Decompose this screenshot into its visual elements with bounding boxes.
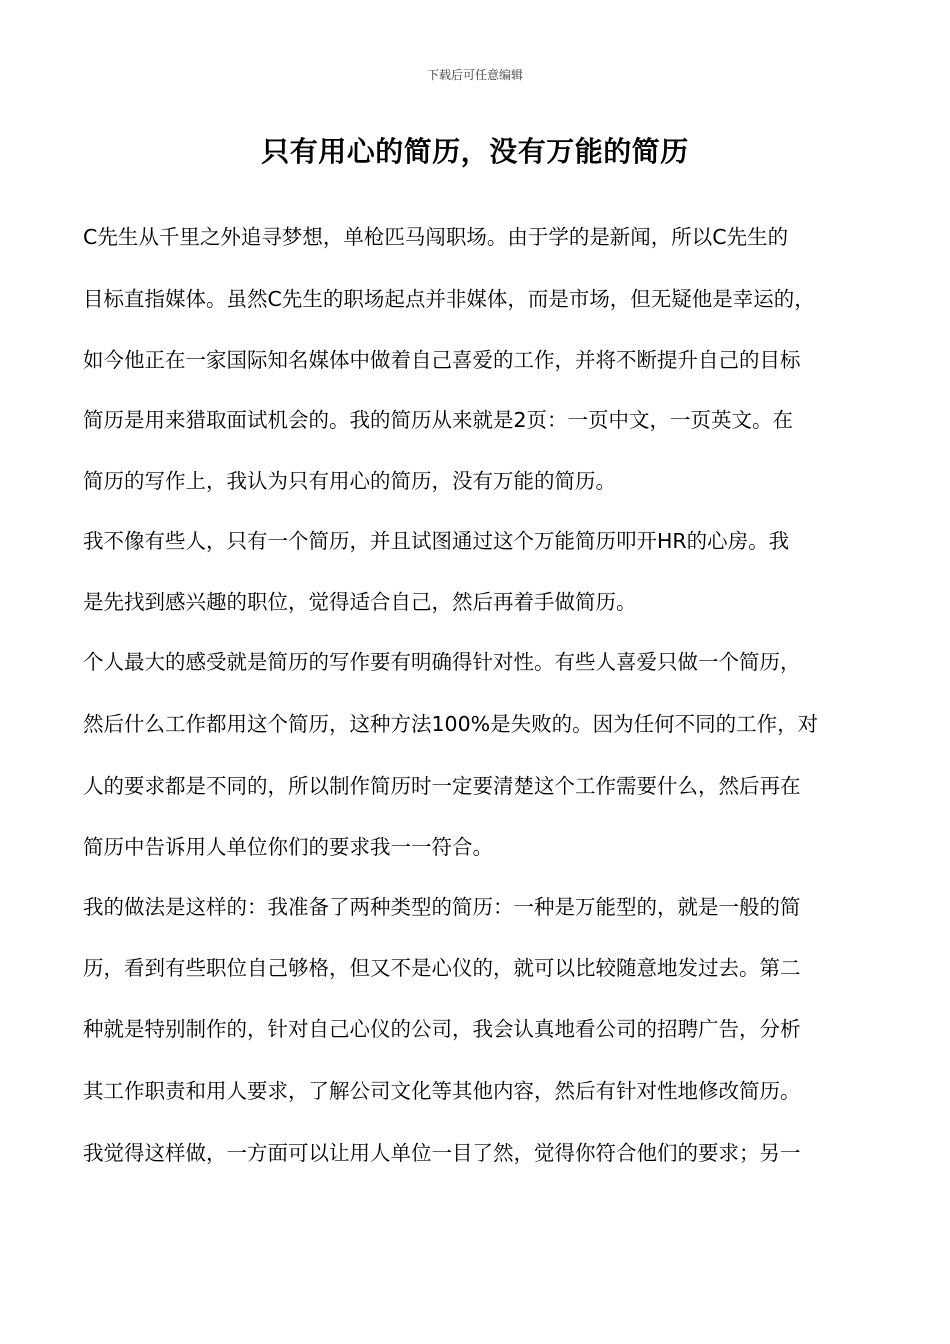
header-note: 下载后可任意编辑 [426,68,523,82]
body-line: 是先找到感兴趣的职位，觉得适合自己，然后再着手做简历。 [83,590,637,614]
body-line: 人的要求都是不同的，所以制作简历时一定要清楚这个工作需要什么，然后再在 [83,774,801,798]
body-line: 如今他正在一家国际知名媒体中做着自己喜爱的工作，并将不断提升自己的目标 [83,348,801,372]
document-title: 只有用心的简历，没有万能的简历 [261,135,689,168]
body-line: 我不像有些人，只有一个简历，并且试图通过这个万能简历叩开HR的心房。我 [83,529,790,553]
body-line: 个人最大的感受就是简历的写作要有明确得针对性。有些人喜爱只做一个简历， [83,650,801,674]
body-line: 目标直指媒体。虽然C先生的职场起点并非媒体，而是市场，但无疑他是幸运的， [83,287,815,311]
body-line: 种就是特别制作的，针对自己心仪的公司，我会认真地看公司的招聘广告，分析 [83,1017,801,1041]
body-line: 简历中告诉用人单位你们的要求我一一符合。 [83,835,493,859]
body-line: 我的做法是这样的：我准备了两种类型的简历：一种是万能型的，就是一般的简 [83,895,801,919]
body-line: 其工作职责和用人要求，了解公司文化等其他内容，然后有针对性地修改简历。 [83,1079,801,1103]
body-line: 简历是用来猎取面试机会的。我的简历从来就是2页：一页中文，一页英文。在 [83,408,794,432]
body-line: 我觉得这样做，一方面可以让用人单位一目了然，觉得你符合他们的要求；另一 [83,1141,801,1165]
body-line: 历，看到有些职位自己够格，但又不是心仪的，就可以比较随意地发过去。第二 [83,956,801,980]
body-line: C先生从千里之外追寻梦想，单枪匹马闯职场。由于学的是新闻，所以C先生的 [83,225,789,249]
body-line: 简历的写作上，我认为只有用心的简历，没有万能的简历。 [83,469,616,493]
body-line: 然后什么工作都用这个简历，这种方法100%是失败的。因为任何不同的工作，对 [83,712,819,736]
